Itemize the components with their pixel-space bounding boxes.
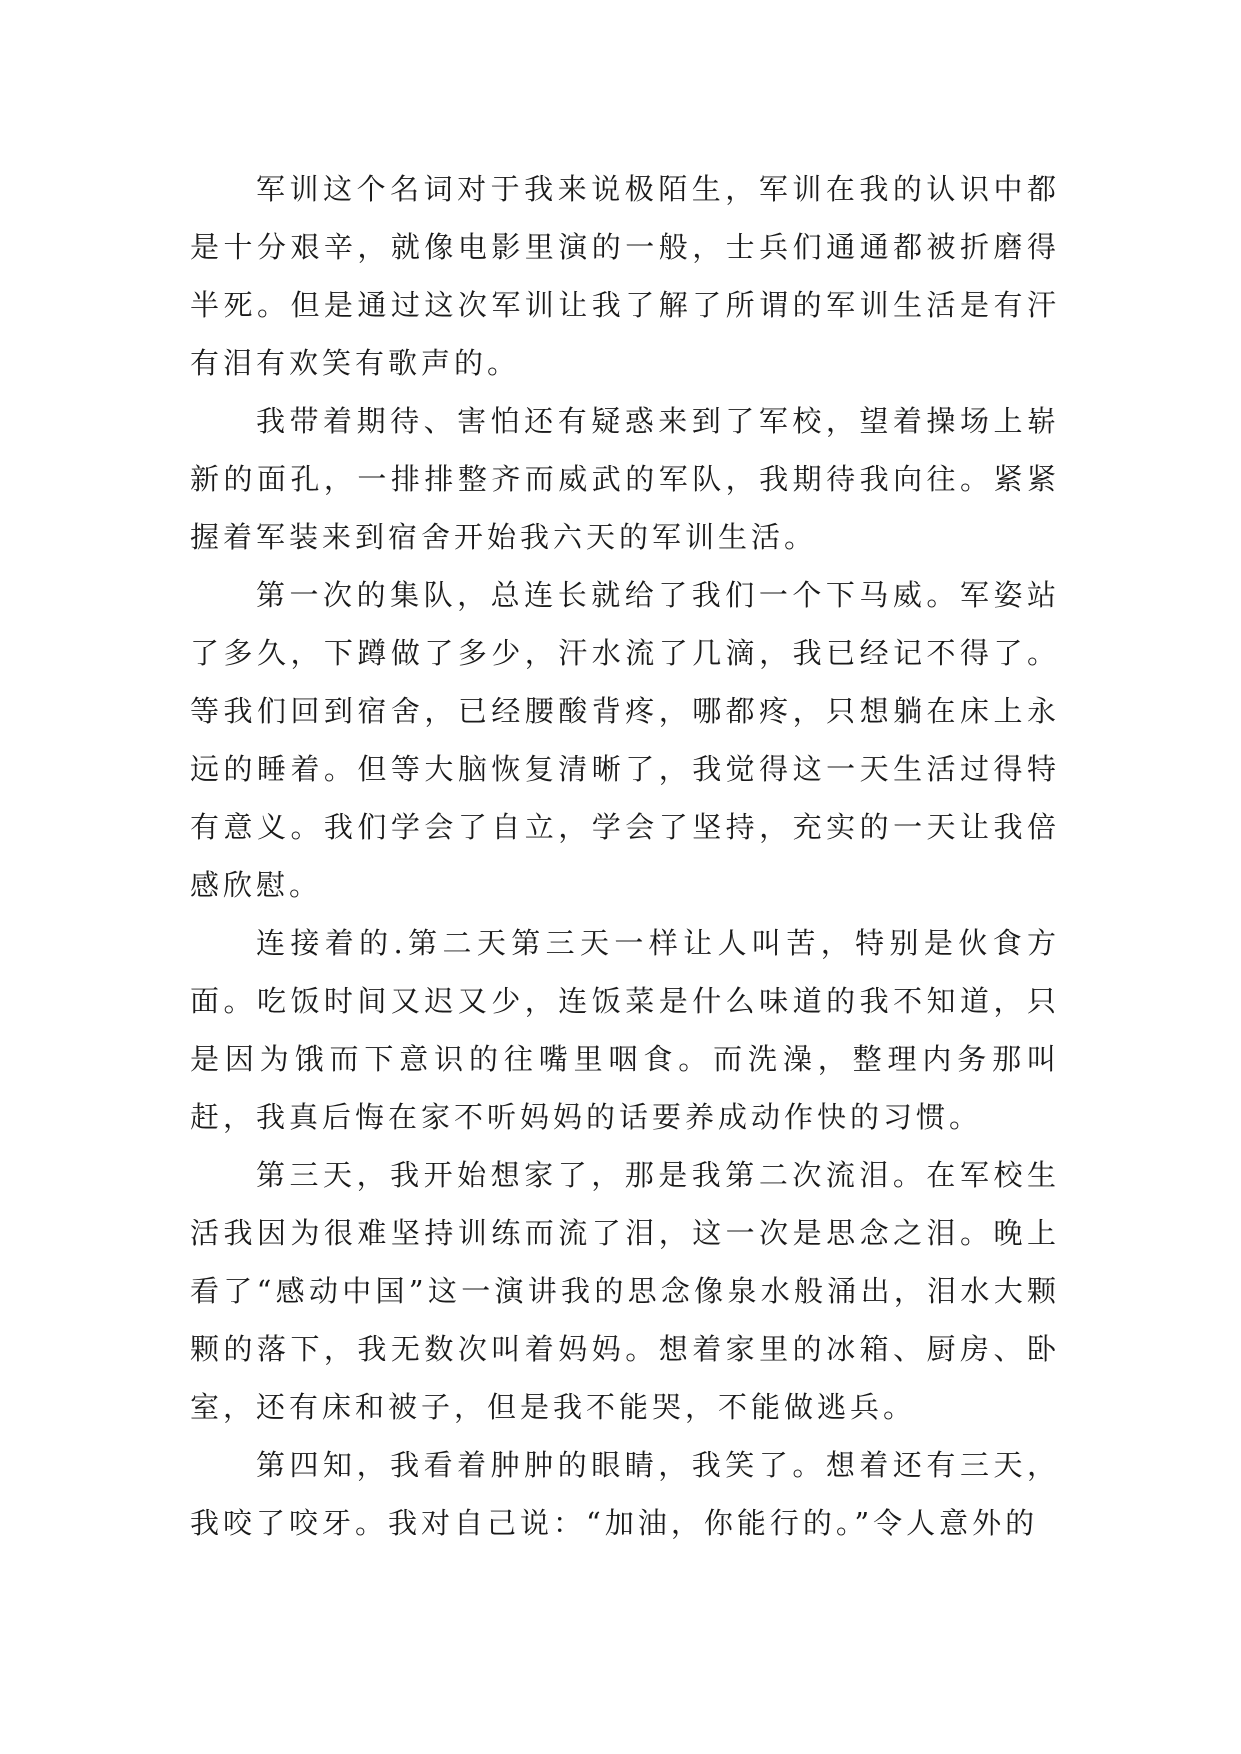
paragraph-5: 第三天，我开始想家了，那是我第二次流泪。在军校生活我因为很难坚持训练而流了泪，这一次是思念之泪。晚上看了“感动中国”这一演讲我的思念像泉水般涌出，泪水大颗颗的落下，我无数次叫着妈妈。想着家里的冰箱、厨房、卧室，还有床和被子，但是我不能哭，不能做逃兵。: [190, 1158, 1060, 1424]
paragraph-6: 第四知，我看着肿肿的眼睛，我笑了。想着还有三天，我咬了咬牙。我对自己说：“加油，你能行的。”令人意外的: [190, 1448, 1060, 1540]
paragraph-1: 军训这个名词对于我来说极陌生，军训在我的认识中都是十分艰辛，就像电影里演的一般，士兵们通通都被折磨得半死。但是通过这次军训让我了解了所谓的军训生活是有汗有泪有欢笑有歌声的。: [190, 172, 1060, 380]
paragraph-3: 第一次的集队，总连长就给了我们一个下马威。军姿站了多久，下蹲做了多少，汗水流了几滴，我已经记不得了。等我们回到宿舍，已经腰酸背疼，哪都疼，只想躺在床上永远的睡着。但等大脑恢复清晰了，我觉得这一天生活过得特有意义。我们学会了自立，学会了坚持，充实的一天让我倍感欣慰。: [190, 578, 1060, 902]
paragraph-2: 我带着期待、害怕还有疑惑来到了军校，望着操场上崭新的面孔，一排排整齐而威武的军队，我期待我向往。紧紧握着军装来到宿舍开始我六天的军训生活。: [190, 404, 1060, 554]
paragraph-4: 连接着的.第二天第三天一样让人叫苦，特别是伙食方面。吃饭时间又迟又少，连饭菜是什么味道的我不知道，只是因为饿而下意识的往嘴里咽食。而洗澡，整理内务那叫赶，我真后悔在家不听妈妈的话要养成动作快的习惯。: [190, 926, 1060, 1134]
document-body: [190, 160, 1060, 1552]
